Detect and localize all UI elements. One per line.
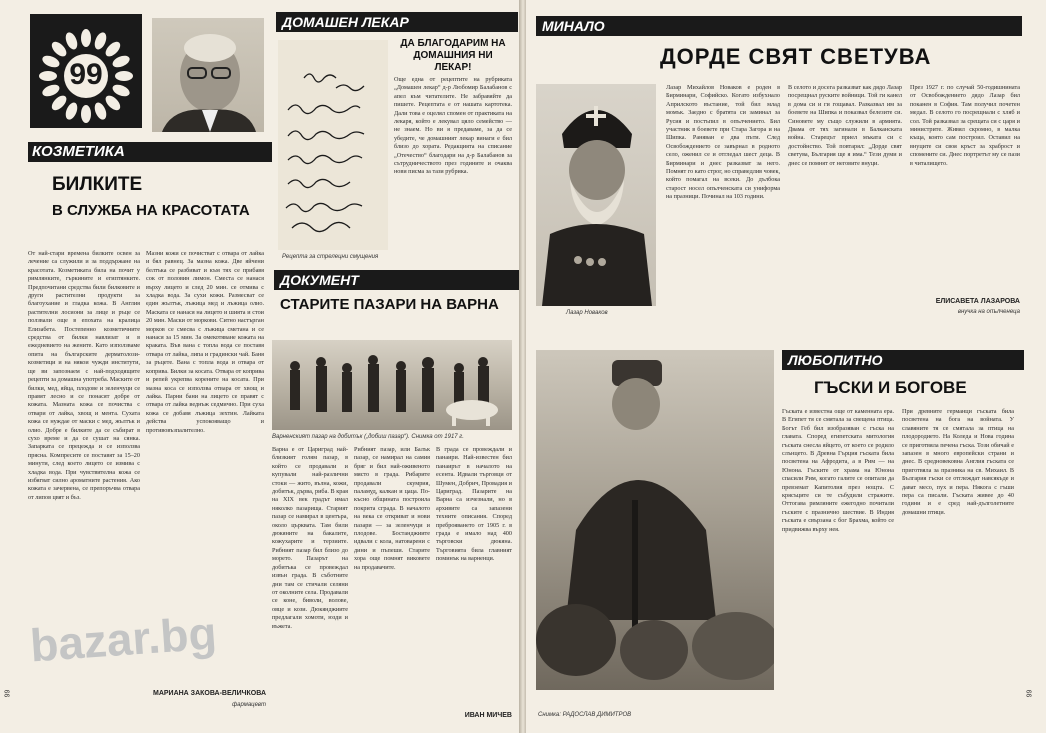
curious-title: ГЪСКИ И БОГОВЕ — [814, 378, 967, 397]
thanks-title: ДА БЛАГОДАРИМ НА ДОМАШНИЯ НИ ЛЕКАР! — [400, 38, 506, 73]
author-markets: ИВАН МИЧЕВ — [464, 712, 512, 719]
past-text-col1: Лазар Михайлов Новаков е роден в Бирминари, Софийско. Когато избухнало Априлското въстание, той бил млад момък. Заедно с братята си заминал за Русия и постъпил в опълчението. Бил участник в боевете при Стара Загора и на Шипка. Раняван е два пъти. След Освобождението се завърнал в родното село, оженил се и отгледал шест деца. В Бирминари и днес разказват за него. Помнят го като строг, но справедлив човек, който помагал на всеки. До дълбока старост носел опълченската си униформа на празници. Починал на 103 години. — [666, 84, 780, 201]
sun-ray — [63, 101, 79, 121]
prescription-image — [278, 40, 388, 250]
author-cosmetics: МАРИАНА ЗАКОВА-ВЕЛИЧКОВА — [152, 690, 266, 697]
markets-text-col1: Варна е от Цариград най-близкият голям пазар, в който се продавали и купували най-различни стоки — жито, вълна, кожи, добитък, дърва, риба. В края на XIX век градът имал няколко пазарища. Старият пазар се намирал в центъра, около църквата. Там били дюкяните на бакалите, кожухарите и терзиите. Рибният пазар бил близо до морето. Пазарът на добитъка се провеждал извън града. В съботните дни там се стичали селяни от околните села. Продавали се коне, биволи, волове, овце и кози. Дюкянджиите предлагали хомоти, юзди и въжета. — [272, 446, 348, 630]
herbs-title-line1: БИЛКИТЕ — [52, 174, 143, 195]
markets-text-col3: В града се провеждали и панаири. Най-известен бил панаирът в началото на есента. Идвали търговци от Шумен, Добрич, Провадия и Цариград. Пазарите на Варна са изчезнали, но в архивите са запазени техните описания. Според преброяването от 1905 г. в града е имало над 400 търговски дюкяна. Търговията била главният поминък на варненци. — [436, 446, 512, 563]
left-page — [0, 0, 520, 733]
prescription-caption: Рецепта за стрелецни смущения — [282, 254, 379, 260]
sun-ray — [92, 31, 108, 51]
market-seller-caption: Снимка: РАДОСЛАВ ДИМИТРОВ — [538, 712, 632, 718]
logo-number: 99 — [69, 58, 103, 91]
section-label-document: ДОКУМЕНТ — [280, 272, 359, 288]
markets-text-col2: Рибният пазар, или Балък пазар, се намирал на самия бряг и бил най-оживеното място в града. Рибарите продавали скумрия, паламуд, калкан и цаца. По-късно общината построила покрита сграда. В началото на века се откриват и нови пазари — за зеленчуци и плодове. Бостанджиите идвали с кола, натоварени с дини и пъпеши. Старите хора още помнят виковете на продавачите. — [354, 446, 430, 571]
doctor-portrait — [152, 18, 264, 132]
curious-text-col1: Гъската е известна още от каменната ера. В Египет тя се смятала за свещена птица. Богът Геб бил изобразяван с гъска на главата. Според египетската митология гъската снесла яйцето, от което се родило слънцето. В Древна Гърция гъската била посветена на Афродита, а в Рим — на Юнона. Гъските от храма на Юнона спасили Рим, когато галите се опитали да превземат Капитолия през нощта. С крясъците си те събудили стражите. Оттогава римляните ежегодно почитали гъските с празнично шествие. В Индия гъската е свързана с бог Брахма, който се придвижва върху нея. — [782, 408, 894, 533]
sun-ray — [103, 93, 123, 113]
page-number-right: 99 — [1026, 689, 1034, 698]
past-title: ДОРДЕ СВЯТ СВЕТУВА — [660, 44, 932, 69]
lazar-portrait-photo — [536, 84, 656, 306]
curious-text-col2: При древните германци гъската била посветена на бога на войната. У славяните тя се смятала за птица на плодородието. На Коледа и Нова година се приготвяла печена гъска. Този обичай е запазен в много европейски страни и днес. В средновековна Англия гъската се приготвяла за празника на св. Михаил. В България гъски се отглеждат навсякъде и дават месо, пух и пера. Някога с гъши пера са писали. Гъската живее до 40 години и е сред най-дълголетните домашни птици. — [902, 408, 1014, 516]
magazine-logo — [30, 14, 142, 128]
author-cosmetics-role: фармацевт — [232, 702, 266, 708]
doctor-text: Още една от рецептите на рубриката „Домашен лекар“ д-р Любомир Балабанов с апел към читателите. Не забравяйте да пишете. Рецептата е от нашата картотека. Дали това е оцелял спомен от практиката на лекаря, който е лекувал цяло семейство — не знаем. Но ви я предаваме, за да се убедите, че домашният лекар винаги е бил близо до хората. Редакцията на списание „Отечество“ благодари на д-р Балабанов за сътрудничеството през годините и очаква нови писма за тази рубрика. — [394, 76, 512, 176]
section-bar-cosmetics — [28, 142, 272, 162]
sun-ray — [49, 39, 69, 59]
herbs-text-col2: Мазни кожи се почистват с отвара от лайка и бял равнец. За мазна кожа. Две яйчени белтъка се разбиват и към тях се прибавя сок от половин лимон. Сместа се нанася върху лицето и след 20 мин. се отмива с хладка вода. За сухи кожи. Размесват се един жълтък, лъжица мед и лъжица олио. Маската се нанася на лицето и шията и стои 20 мин. Маски от моркови. Ситно настърган морков се смесва с лъжица сметана и се нанася за 15 мин. За омекотяване кожата на краката. Във вана с топла вода се поставя отвара от лайка, липа и градински чай. Баня за ръцете. Вана с топла вода и отвара от коприва. Билки за косата. Отвара от коприва и репей укрепва корените на косата. При мазна коса се използва отвара от хвощ и лайка. Парни бани на лицето се правят с отвара от лайка веднъж седмично. При суха кожа се добавя лъжица зехтин. Лайката действа успокояващо и противовъзпалително. — [146, 250, 264, 434]
past-text-col2: В селото и досега разказват как дядо Лазар посрещнал руските войници. Той ги канел в дома си и ги гощавал. Разказвал им за боевете на Шипка и показвал белезите си. Синовете му също служили в армията. Двама от тях загинали в Балканската война. Старецът приел мъката си с достойнство. Той повтарял: „Дорде свят светува, България ще я има.“ Тези думи и днес се помнят от неговите внуци. — [788, 84, 902, 167]
section-label-home-doctor: ДОМАШЕН ЛЕКАР — [282, 14, 409, 30]
section-bar-document — [274, 270, 520, 290]
past-text-col3: През 1927 г. по случай 50-годишнината от Освобождението дядо Лазар бил поканен в София. Там получил почетен медал. В селото го посрещнали с хляб и сол. Той разказвал за срещата си с царя и министрите. Живял скромно, в малка къща, която сам построил. Оставил на внуците си своя кръст за храброст и спомените си. Днес портретът му се пази в читалището. — [910, 84, 1020, 167]
herbs-title-line2: В СЛУЖБА НА КРАСОТАТА — [52, 202, 250, 219]
herbs-text-col1: От най-стари времена билките освен за лечение са служили и за поддържане на красотата. Козметиката била на почит у римлянките, гъркините и египтянките. Предпочитани средства били билковите и други растителни продукти за благоухание и гладка кожа. В Англия растителни лосиони за лице и ръце се ползвали още в епохата на кралица Елизабета. Постепенно козметичните средства от билки навлизат и в ежедневието на жените. Като използваме опита на българските дерматолози-козметици и на някои чужди институти, ще ви запознаем с най-подходящите рецепти за домашна употреба. Маските от билки, мед, яйца, плодове и зеленчуци се правят лесно и се понасят добре от кожата. Мазната кожа се почиства с отвари от лайка, хвощ и мента. Сухата кожа се нуждае от маски с мед, жълтък и олио. Добре е билките да се събират в сухо време и да се сушат на сянка. Запарката се прецежда и се използва прясна. Компресите се поставят за 15–20 минути, след което лицето се измива с хладка вода. При чувствителна кожа се избягват силно ароматните растения. Ако кожата е зачервена, се препоръчва отвара от липов цвят и бъз. — [28, 250, 140, 501]
sun-ray — [92, 101, 108, 121]
author-past: ЕЛИСАВЕТА ЛАЗАРОВА — [935, 298, 1020, 305]
section-bar-past — [536, 16, 1022, 36]
page-number-left: 99 — [4, 689, 12, 698]
sun-ray — [49, 93, 69, 113]
right-page — [526, 0, 1046, 733]
portrait-caption: Лазар Новаков — [566, 310, 608, 316]
sun-ray — [81, 29, 91, 47]
sun-ray — [63, 31, 79, 51]
section-bar-curious — [782, 350, 1024, 370]
sun-ray — [103, 39, 123, 59]
section-label-curious: ЛЮБОПИТНО — [788, 352, 883, 368]
livestock-market-photo — [272, 340, 512, 430]
watermark: bazar.bg — [28, 606, 219, 672]
section-bar-home-doctor — [276, 12, 518, 32]
sun-ray — [81, 105, 91, 123]
author-past-role: внучка на опълченеца — [957, 309, 1020, 315]
section-label-cosmetics: КОЗМЕТИКА — [32, 143, 125, 160]
section-label-past: МИНАЛО — [542, 18, 605, 34]
market-photo-caption: Варненският пазар на добитък („добиш пазар“). Снимка от 1917 г. — [272, 434, 464, 440]
markets-title: СТАРИТЕ ПАЗАРИ НА ВАРНА — [280, 296, 499, 313]
market-seller-photo — [536, 350, 774, 690]
